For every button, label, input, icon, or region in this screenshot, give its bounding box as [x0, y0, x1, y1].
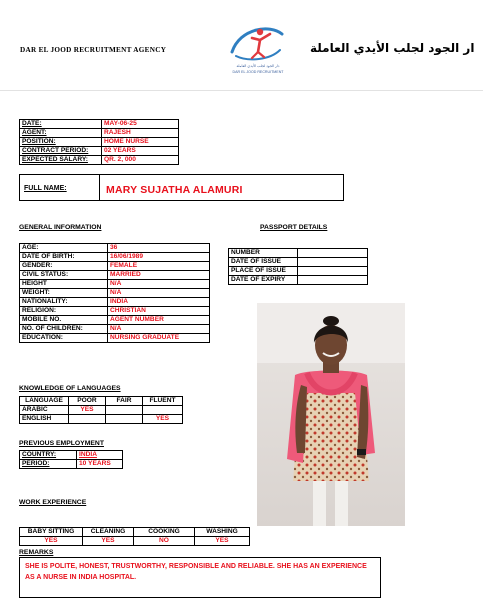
language-poor: YES	[69, 406, 106, 415]
passport-label: PLACE OF ISSUE	[229, 267, 298, 276]
passport-value	[298, 258, 368, 267]
info-value: FEMALE	[108, 262, 210, 271]
info-label: DATE OF BIRTH:	[20, 253, 108, 262]
table-row	[20, 406, 183, 415]
info-value: NURSING GRADUATE	[108, 334, 210, 343]
table-row	[20, 415, 183, 424]
info-label: MOBILE NO.	[20, 316, 108, 325]
remarks-box	[19, 557, 381, 598]
applicant-photo	[257, 303, 405, 526]
language-poor	[69, 415, 106, 424]
full-name-value: MARY SUJATHA ALAMURI	[106, 184, 243, 196]
info-label: RELIGION:	[20, 307, 108, 316]
table-row	[20, 298, 210, 307]
language-fluent	[143, 406, 183, 415]
language-name: ARABIC	[20, 406, 69, 415]
info-value: N/A	[108, 325, 210, 334]
passport-value	[298, 249, 368, 258]
summary-label: DATE:	[20, 120, 102, 129]
language-fair	[106, 406, 143, 415]
language-header: POOR	[69, 397, 106, 406]
passport-label: DATE OF ISSUE	[229, 258, 298, 267]
agency-name-ar: ار الجود لجلب الأيدي العاملة	[310, 41, 475, 55]
passport-label: NUMBER	[229, 249, 298, 258]
table-row	[20, 537, 250, 546]
employment-value: INDIA	[77, 451, 123, 460]
header-divider	[0, 90, 483, 91]
info-value: MARRIED	[108, 271, 210, 280]
table-row	[20, 528, 250, 537]
summary-value: HOME NURSE	[102, 138, 179, 147]
table-row	[20, 280, 210, 289]
table-row	[20, 262, 210, 271]
summary-label: CONTRACT PERIOD:	[20, 147, 102, 156]
skill-header: WASHING	[195, 528, 250, 537]
summary-label: AGENT:	[20, 129, 102, 138]
info-value: N/A	[108, 289, 210, 298]
info-value: 36	[108, 244, 210, 253]
general-info-table	[19, 243, 210, 343]
full-name-label: FULL NAME:	[24, 185, 67, 192]
table-row	[229, 276, 368, 285]
info-value: INDIA	[108, 298, 210, 307]
table-row	[229, 267, 368, 276]
table-row	[20, 460, 123, 469]
language-header: LANGUAGE	[20, 397, 69, 406]
skill-value: NO	[134, 537, 195, 546]
passport-value	[298, 267, 368, 276]
info-label: GENDER:	[20, 262, 108, 271]
language-fluent: YES	[143, 415, 183, 424]
skill-header: CLEANING	[83, 528, 134, 537]
info-label: CIVIL STATUS:	[20, 271, 108, 280]
skill-value: YES	[195, 537, 250, 546]
table-row	[229, 258, 368, 267]
language-name: ENGLISH	[20, 415, 69, 424]
employment-label: PERIOD:	[20, 460, 77, 469]
table-row	[20, 138, 179, 147]
employment-value: 10 YEARS	[77, 460, 123, 469]
table-row	[20, 451, 123, 460]
table-row	[20, 271, 210, 280]
language-header: FAIR	[106, 397, 143, 406]
table-row	[20, 253, 210, 262]
table-row	[20, 147, 179, 156]
info-label: WEIGHT:	[20, 289, 108, 298]
agency-logo	[226, 22, 290, 78]
table-row	[20, 244, 210, 253]
full-name-divider	[99, 175, 100, 200]
logo-caption-ar: دار الجود لجلب الأيدي العاملة	[236, 64, 280, 68]
info-value: 16/06/1989	[108, 253, 210, 262]
table-row	[20, 316, 210, 325]
skill-header: BABY SITTING	[20, 528, 83, 537]
summary-value: MAY-06-25	[102, 120, 179, 129]
summary-label: POSITION:	[20, 138, 102, 147]
previous-employment-table	[19, 450, 123, 469]
table-row	[20, 289, 210, 298]
table-row	[229, 249, 368, 258]
summary-table	[19, 119, 179, 165]
work-experience-table	[19, 527, 250, 546]
general-info-title: GENERAL INFORMATION	[19, 224, 102, 231]
table-row	[20, 156, 179, 165]
passport-title: PASSPORT DETAILS	[260, 224, 328, 231]
table-row	[20, 397, 183, 406]
employment-label: COUNTRY:	[20, 451, 77, 460]
skill-header: COOKING	[134, 528, 195, 537]
agency-name-en: DAR EL JOOD RECRUITMENT AGENCY	[20, 46, 167, 54]
skill-value: YES	[83, 537, 134, 546]
summary-value: 02 YEARS	[102, 147, 179, 156]
applicant-portrait-image	[257, 303, 405, 526]
full-name-box	[19, 174, 344, 201]
table-row	[20, 129, 179, 138]
info-label: HEIGHT	[20, 280, 108, 289]
languages-table	[19, 396, 183, 424]
table-row	[20, 325, 210, 334]
table-row	[20, 307, 210, 316]
previous-employment-title: PREVIOUS EMPLOYMENT	[19, 440, 104, 447]
passport-label: DATE OF EXPIRY	[229, 276, 298, 285]
remarks-text: SHE IS POLITE, HONEST, TRUSTWORTHY, RESPONSIBLE AND RELIABLE. SHE HAS AN EXPERIENCE AS A NURSE IN INDIA HOSPITAL.	[25, 563, 367, 581]
work-experience-title: WORK EXPERIENCE	[19, 499, 87, 506]
summary-value: QR. 2, 000	[102, 156, 179, 165]
logo-emblem-icon	[226, 22, 290, 66]
info-value: N/A	[108, 280, 210, 289]
summary-label: EXPECTED SALARY:	[20, 156, 102, 165]
passport-table	[228, 248, 368, 285]
skill-value: YES	[20, 537, 83, 546]
info-label: NATIONALITY:	[20, 298, 108, 307]
info-label: EDUCATION:	[20, 334, 108, 343]
language-header: FLUENT	[143, 397, 183, 406]
logo-caption-en: DAR EL JOOD RECRUITMENT	[232, 70, 284, 74]
language-fair	[106, 415, 143, 424]
remarks-title: REMARKS	[19, 549, 54, 556]
summary-value: RAJESH	[102, 129, 179, 138]
table-row	[20, 334, 210, 343]
table-row	[20, 120, 179, 129]
info-value: CHRISTIAN	[108, 307, 210, 316]
info-value: AGENT NUMBER	[108, 316, 210, 325]
info-label: AGE:	[20, 244, 108, 253]
passport-value	[298, 276, 368, 285]
languages-title: KNOWLEDGE OF LANGUAGES	[19, 385, 121, 392]
info-label: NO. OF CHILDREN:	[20, 325, 108, 334]
